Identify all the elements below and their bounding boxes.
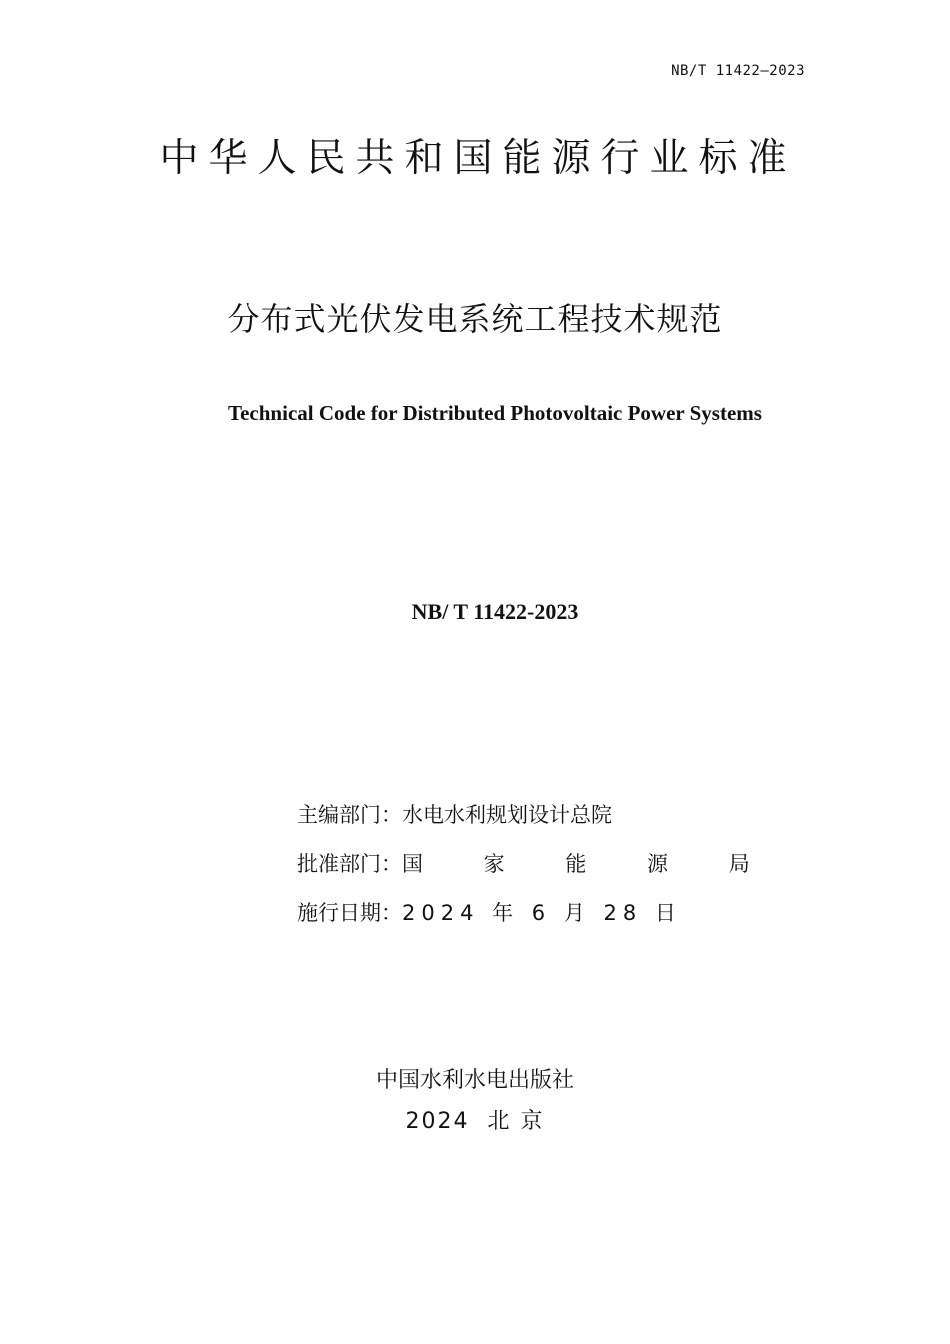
- publication-year: 2024: [405, 1109, 470, 1134]
- editor-label: 主编部门：: [297, 803, 402, 827]
- chinese-document-title: 分布式光伏发电系统工程技术规范: [227, 300, 723, 338]
- english-document-title: Technical Code for Distributed Photovoltaic Power Systems: [228, 401, 762, 425]
- effective-date-row: [297, 897, 682, 927]
- approver-row: [297, 848, 777, 878]
- effective-date-value: 2024 年 6 月 28 日: [402, 901, 682, 925]
- publisher-name: 中国水利水电出版社: [375, 1068, 574, 1093]
- publication-city: 北 京: [487, 1109, 545, 1134]
- editor-row: [297, 799, 612, 829]
- editor-value: 水电水利规划设计总院: [402, 803, 612, 827]
- standard-code-corner: NB/T 11422—2023: [671, 63, 805, 79]
- approver-label: 批准部门：: [297, 852, 402, 876]
- standard-number: NB/ T 11422-2023: [411, 599, 579, 624]
- publication-place: [0, 1104, 950, 1135]
- industry-standard-title: 中华人民共和国能源行业标准: [159, 136, 797, 181]
- approver-value: 国 家 能 源 局: [402, 852, 777, 876]
- effective-date-label: 施行日期：: [297, 901, 402, 925]
